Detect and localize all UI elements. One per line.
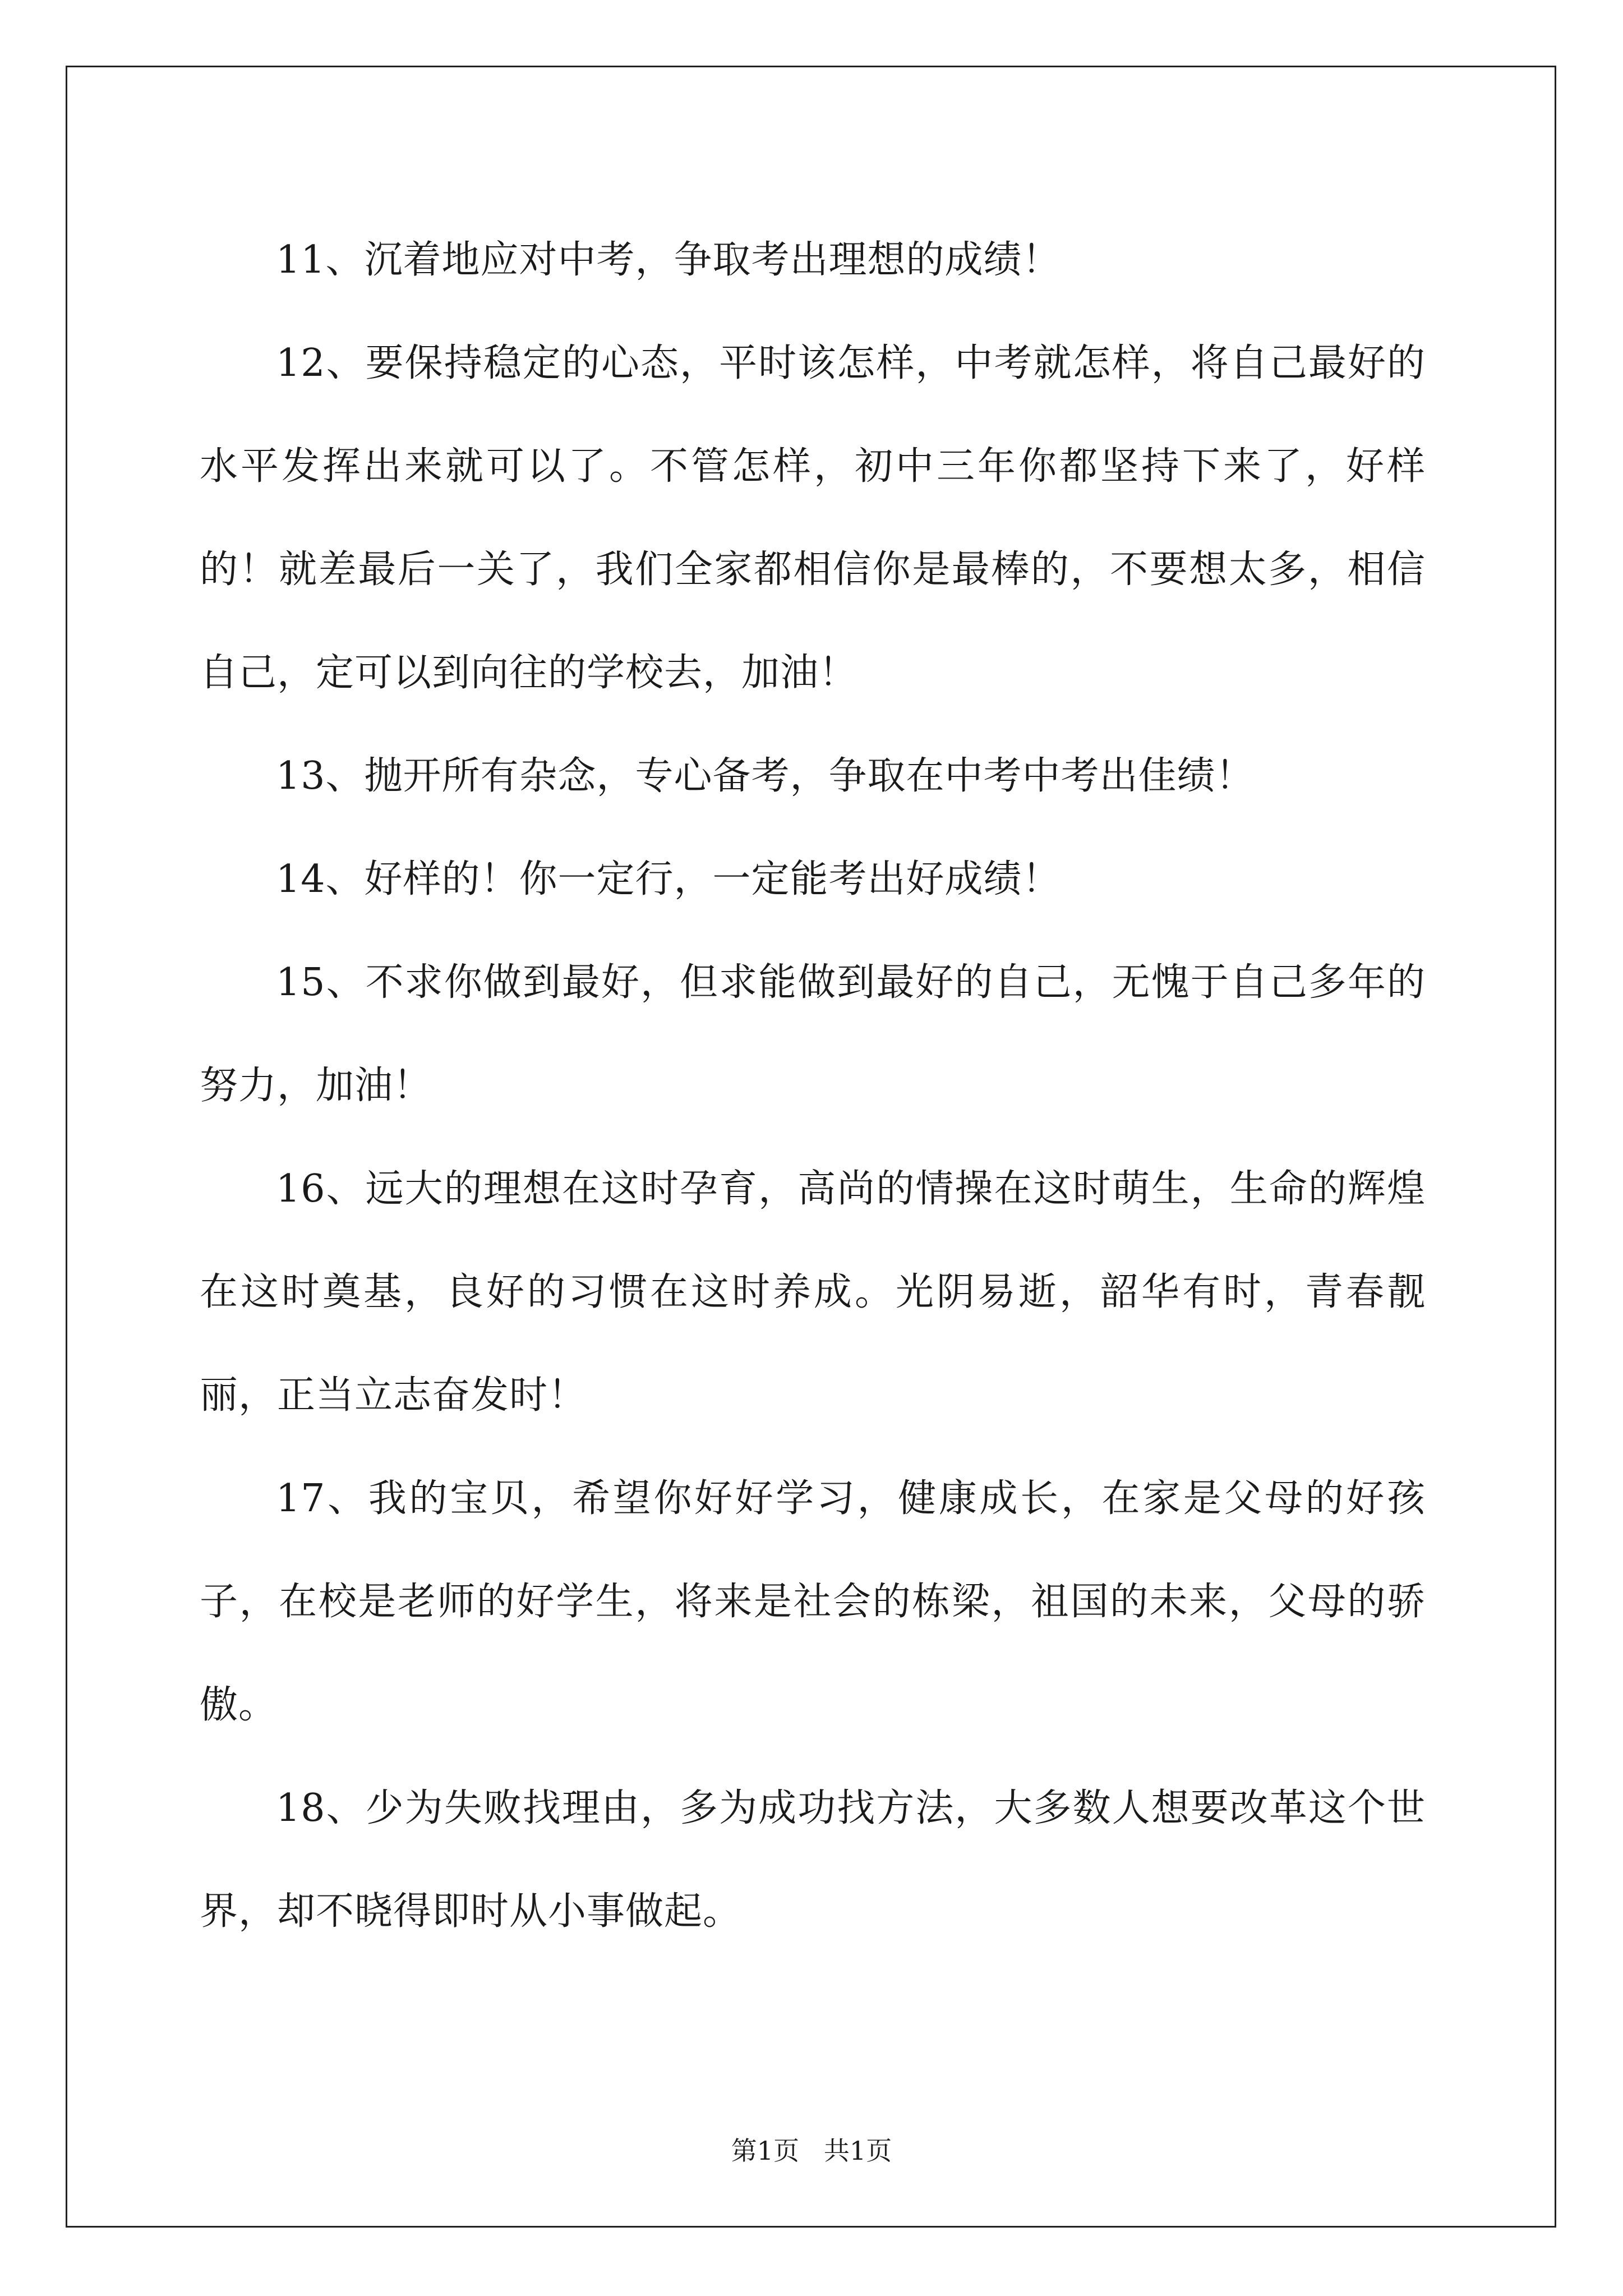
- paragraph-11: 11、沉着地应对中考，争取考出理想的成绩！: [276, 238, 1061, 282]
- paragraph-12: 12、要保持稳定的心态，平时该怎样，中考就怎样，将自己最好的水平发挥出来就可以了。不管怎样，初中三年你都坚持下来了，好样的！就差最后一关了，我们全家都相信你是最棒的，不要想太多，相信自己，定可以到向往的学校去，加油！: [200, 341, 1426, 695]
- paragraph-18: 18、少为失败找理由，多为成功找方法，大多数人想要改革这个世界，却不晓得即时从小事做起。: [200, 1786, 1426, 1934]
- paragraph-13: 13、抛开所有杂念，专心备考，争取在中考中考出佳绩！: [276, 754, 1255, 798]
- page-footer: 第1页 共1页: [731, 2136, 892, 2166]
- paragraph-16: 16、远大的理想在这时孕育，高尚的情操在这时萌生，生命的辉煌在这时奠基，良好的习惯在这时养成。光阴易逝，韶华有时，青春靓丽，正当立志奋发时！: [200, 1167, 1426, 1418]
- document-body: [200, 209, 1426, 1963]
- paragraph-14: 14、好样的！你一定行，一定能考出好成绩！: [276, 857, 1061, 901]
- paragraph-17: 17、我的宝贝，希望你好好学习，健康成长，在家是父母的好孩子，在校是老师的好学生，将来是社会的栋梁，祖国的未来，父母的骄傲。: [200, 1476, 1426, 1727]
- paragraph-15: 15、不求你做到最好，但求能做到最好的自己，无愧于自己多年的努力，加油！: [200, 960, 1426, 1108]
